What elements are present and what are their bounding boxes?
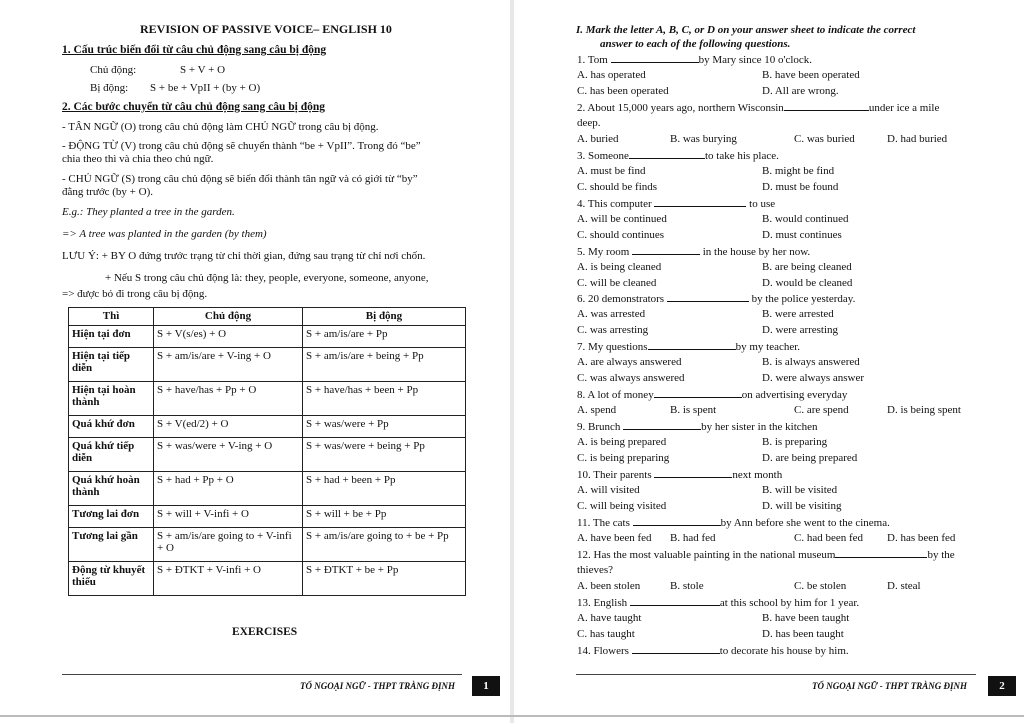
question-text-before: 1. Tom [577,54,611,66]
answer-option[interactable]: A. will visited [577,484,640,496]
answer-option[interactable]: A. have been fed [577,532,652,544]
answer-option[interactable]: A. must be find [577,165,646,177]
question-text-before: 13. English [577,597,630,609]
question-stem [577,245,810,259]
footer-rule [576,674,976,675]
answer-option[interactable]: B. have been operated [762,69,860,81]
answer-option[interactable]: A. buried [577,133,619,145]
question-stem [577,644,849,658]
tense-name-cell: Quá khứ hoàn thành [69,471,154,505]
answer-blank[interactable] [654,197,746,207]
question-text-after: by her sister in the kitchen [701,421,818,433]
question-stem [577,340,800,354]
tense-name-cell: Tương lai gần [69,527,154,561]
page-number: 2 [988,676,1016,696]
question-text-before: 6. 20 demonstrators [577,293,667,305]
table-row [69,415,466,437]
table-row [69,471,466,505]
question-stem [577,468,782,482]
question-stem [577,420,818,434]
question-text-after: by the [927,549,955,561]
answer-option[interactable]: D. steal [887,580,921,592]
table-row [69,505,466,527]
answer-option[interactable]: D. is being spent [887,404,961,416]
question-text-after: by Mary since 10 o'clock. [698,54,813,66]
table-row [69,325,466,347]
answer-option[interactable]: A. has operated [577,69,646,81]
answer-option[interactable]: A. was arrested [577,308,646,320]
answer-blank[interactable] [633,516,721,526]
question-text-before: 11. The cats [577,517,633,529]
question-text-before: 14. Flowers [577,645,632,657]
answer-option[interactable]: D. were always answer [762,372,865,384]
answer-option[interactable]: B. is preparing [762,436,828,448]
instruction-line2: answer to each of the following questions. [600,38,791,50]
table-header: Chủ động [154,308,303,326]
answer-blank[interactable] [632,644,720,654]
answer-option[interactable]: B. might be find [762,165,835,177]
answer-option[interactable]: D. had buried [887,133,948,145]
note-line2: + Nếu S trong câu chủ động là: they, people, everyone, someone, anyone, [105,272,429,284]
answer-option[interactable]: C. had been fed [794,532,864,544]
table-header: Thì [69,308,154,326]
question-text-after: by Ann before she went to the cinema. [720,517,890,529]
question-stem [577,292,855,306]
document-title: REVISION OF PASSIVE VOICE– ENGLISH 10 [140,22,392,36]
answer-option[interactable]: C. be stolen [794,580,847,592]
passive-form-cell: S + was/were + Pp [303,415,466,437]
answer-option[interactable]: B. were arrested [762,308,834,320]
answer-option[interactable]: C. has been operated [577,85,669,97]
answer-blank[interactable] [835,548,927,558]
tense-name-cell: Hiện tại tiếp diễn [69,347,154,381]
answer-blank[interactable] [648,340,736,350]
question-stem [577,548,955,562]
question-text-after: next month [732,469,783,481]
active-label: Chủ động: [90,64,137,76]
step3-line1: - CHỦ NGỮ (S) trong câu chủ động sẽ biến đổi thành tân ngữ và có giới từ “by” [62,173,418,185]
page-number: 1 [472,676,500,696]
answer-option[interactable]: C. was buried [794,133,855,145]
question-text-before: 10. Their parents [577,469,655,481]
step2-line1: - ĐỘNG TỪ (V) trong câu chủ động sẽ chuyển thành “be + VpII”. Trong đó “be” [62,140,421,152]
active-form-cell: S + ĐTKT + V-infi + O [154,561,303,595]
active-form-cell: S + have/has + Pp + O [154,381,303,415]
question-stem [577,53,812,67]
tense-table [68,307,466,596]
footer-text: TỔ NGOẠI NGỮ - THPT TRÀNG ĐỊNH [300,681,455,691]
instruction-line1: I. Mark the letter A, B, C, or D on your answer sheet to indicate the correct [576,24,916,36]
table-header-row [69,308,466,326]
active-form-cell: S + V(s/es) + O [154,325,303,347]
answer-blank[interactable] [611,53,699,63]
answer-option[interactable]: C. has taught [577,628,635,640]
table-row [69,437,466,471]
question-text-after: in the house by her now. [700,246,811,258]
active-form-cell: S + will + V-infi + O [154,505,303,527]
question-text-before: 8. A lot of money [577,389,654,401]
active-form-cell: S + had + Pp + O [154,471,303,505]
question-stem [577,149,779,163]
answer-option[interactable]: B. are being cleaned [762,261,852,273]
table-row [69,381,466,415]
passive-form-cell: S + ĐTKT + be + Pp [303,561,466,595]
question-stem [577,596,859,610]
answer-blank[interactable] [654,468,732,478]
passive-form-cell: S + will + be + Pp [303,505,466,527]
step3-line2: đằng trước (by + O). [62,186,153,198]
question-stem [577,388,847,402]
answer-option[interactable]: D. would be cleaned [762,277,853,289]
answer-option[interactable]: A. have taught [577,612,642,624]
active-form-cell: S + was/were + V-ing + O [154,437,303,471]
answer-option[interactable]: D. must continues [762,229,842,241]
tense-name-cell: Động từ khuyết thiếu [69,561,154,595]
active-form-cell: S + V(ed/2) + O [154,415,303,437]
answer-blank[interactable] [630,596,720,606]
answer-option[interactable]: A. is being cleaned [577,261,662,273]
answer-option[interactable]: D. are being prepared [762,452,858,464]
question-text-before: 7. My questions [577,341,648,353]
question-text-after: to use [746,198,776,210]
tense-name-cell: Hiện tại đơn [69,325,154,347]
answer-blank[interactable] [654,388,742,398]
question-text-before: 9. Brunch [577,421,624,433]
question-text-before: 3. Someone [577,150,629,162]
example-passive: => A tree was planted in the garden (by them) [62,228,267,240]
active-form-cell: S + am/is/are + V-ing + O [154,347,303,381]
answer-option[interactable]: C. are spend [794,404,849,416]
step1: - TÂN NGỮ (O) trong câu chủ động làm CHỦ NGỮ trong câu bị động. [62,121,379,133]
passive-form-cell: S + was/were + being + Pp [303,437,466,471]
answer-option[interactable]: C. was arresting [577,324,649,336]
question-stem [577,516,890,530]
passive-form-cell: S + had + been + Pp [303,471,466,505]
step2-line2: chia theo thì và chia theo chủ ngữ. [62,153,214,165]
tense-name-cell: Quá khứ tiếp diễn [69,437,154,471]
question-text-before: 5. My room [577,246,632,258]
answer-option[interactable]: A. is being prepared [577,436,667,448]
section2-heading: 2. Các bước chuyển từ câu chủ động sang câu bị động [62,101,325,113]
section1-heading: 1. Cấu trúc biến đổi từ câu chủ động sang câu bị động [62,44,327,56]
answer-option[interactable]: A. spend [577,404,617,416]
passive-label: Bị động: [90,82,129,94]
question-stem [577,197,775,211]
answer-blank[interactable] [667,292,749,302]
table-row [69,561,466,595]
answer-option[interactable]: B. will be visited [762,484,838,496]
question-continuation: deep. [577,117,601,129]
answer-option[interactable]: C. will be cleaned [577,277,657,289]
answer-option[interactable]: B. was burying [670,133,737,145]
answer-option[interactable]: D. will be visiting [762,500,842,512]
note-line3: => được bỏ đi trong câu bị động. [62,288,208,300]
answer-option[interactable]: B. is always answered [762,356,860,368]
question-text-after: by my teacher. [735,341,801,353]
question-text-before: 4. This computer [577,198,655,210]
answer-option[interactable]: C. will being visited [577,500,667,512]
answer-option[interactable]: D. has been fed [887,532,956,544]
question-text-after: by the police yesterday. [748,293,856,305]
answer-option[interactable]: D. All are wrong. [762,85,839,97]
answer-option[interactable]: A. will be continued [577,213,667,225]
table-row [69,347,466,381]
passive-formula: S + be + VpII + (by + O) [150,82,261,94]
table-header: Bị động [303,308,466,326]
question-text-after: under ice a mile [868,102,940,114]
answer-blank[interactable] [784,101,869,111]
answer-option[interactable]: A. been stolen [577,580,641,592]
passive-form-cell: S + have/has + been + Pp [303,381,466,415]
tense-name-cell: Quá khứ đơn [69,415,154,437]
example-active: E.g.: They planted a tree in the garden. [62,206,235,218]
active-form-cell: S + am/is/are going to + V-infi + O [154,527,303,561]
answer-option[interactable]: B. had fed [670,532,716,544]
answer-option[interactable]: C. was always answered [577,372,685,384]
exercises-label: EXERCISES [232,626,298,638]
answer-blank[interactable] [629,149,705,159]
passive-form-cell: S + am/is/are + Pp [303,325,466,347]
answer-option[interactable]: C. should continues [577,229,665,241]
answer-option[interactable]: B. stole [670,580,704,592]
answer-option[interactable]: B. would continued [762,213,849,225]
question-text-after: to take his place. [704,150,779,162]
question-text-after: to decorate his house by him. [719,645,849,657]
tense-name-cell: Tương lai đơn [69,505,154,527]
answer-option[interactable]: A. are always answered [577,356,682,368]
passive-form-cell: S + am/is/are going to + be + Pp [303,527,466,561]
answer-blank[interactable] [632,245,700,255]
active-formula: S + V + O [180,64,226,76]
answer-option[interactable]: D. has been taught [762,628,844,640]
answer-blank[interactable] [623,420,701,430]
page-2 [512,0,1024,723]
footer-rule [62,674,462,675]
table-row [69,527,466,561]
answer-option[interactable]: D. were arresting [762,324,839,336]
footer-text: TỔ NGOẠI NGỮ - THPT TRÀNG ĐỊNH [812,681,967,691]
answer-option[interactable]: B. have been taught [762,612,850,624]
tense-name-cell: Hiện tại hoàn thành [69,381,154,415]
question-continuation: thieves? [577,564,614,576]
question-text-after: at this school by him for 1 year. [719,597,860,609]
answer-option[interactable]: C. is being preparing [577,452,670,464]
answer-option[interactable]: C. should be finds [577,181,658,193]
answer-option[interactable]: B. is spent [670,404,717,416]
note-line1: LƯU Ý: + BY O đứng trước trạng từ chỉ thời gian, đứng sau trạng từ chỉ nơi chốn. [62,250,426,262]
question-text-after: on advertising everyday [741,389,848,401]
question-text-before: 2. About 15,000 years ago, northern Wisconsin [577,102,784,114]
passive-form-cell: S + am/is/are + being + Pp [303,347,466,381]
question-text-before: 12. Has the most valuable painting in the national museum [577,549,836,561]
answer-option[interactable]: D. must be found [762,181,839,193]
question-stem [577,101,939,115]
